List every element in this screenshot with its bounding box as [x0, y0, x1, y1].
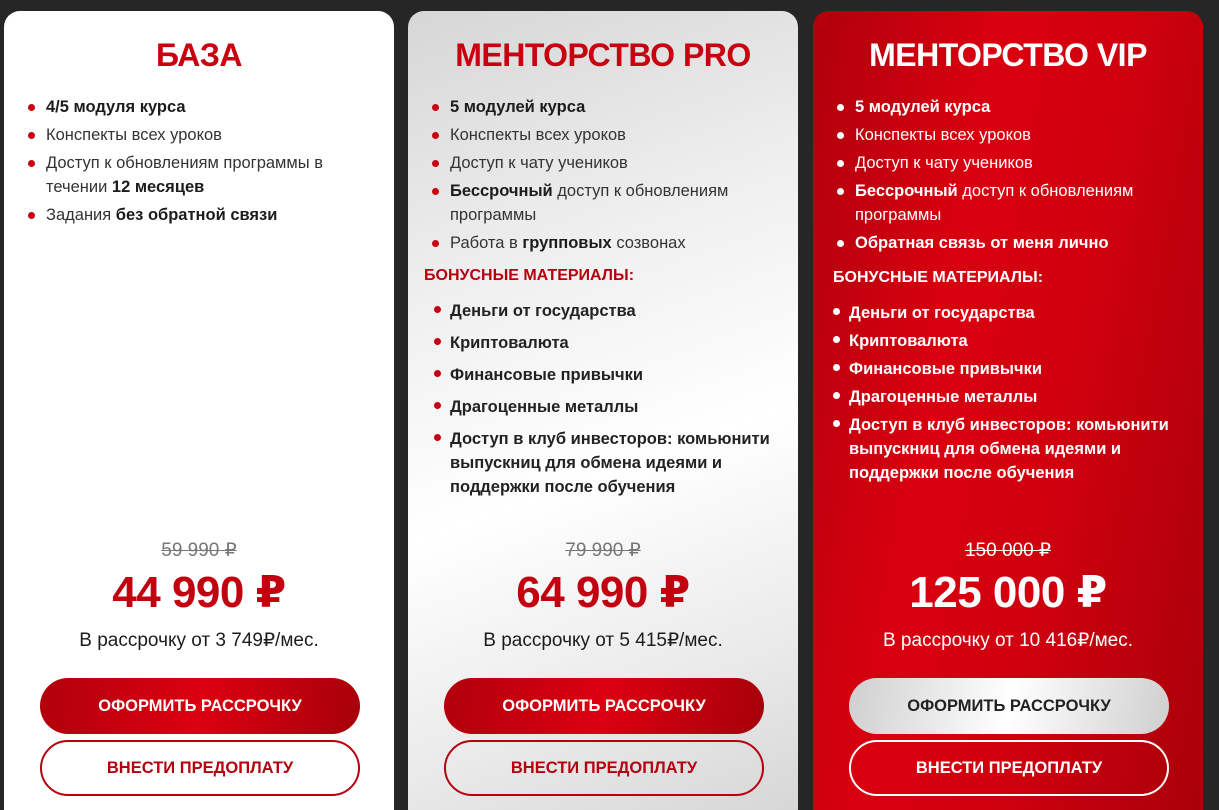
feature-item: Бессрочный доступ к обновлениям программы — [430, 179, 778, 227]
old-price: 59 990 ₽ — [161, 540, 237, 561]
bonus-list — [432, 299, 788, 507]
bonus-item: Доступ в клуб инвесторов: комьюнити выпускниц для обмена идеями и поддержки после обучения — [432, 427, 788, 499]
feature-item: Работа в групповых созвонах — [430, 231, 778, 255]
installment-text: В рассрочку от 3 749₽/мес. — [79, 630, 319, 651]
bonus-item: Драгоценные металлы — [831, 385, 1193, 409]
plan-card-base — [4, 11, 394, 810]
feature-item: Задания без обратной связи — [26, 203, 374, 227]
bonus-item: Финансовые привычки — [432, 363, 788, 387]
plan-title: МЕНТОРСТВО VIP — [869, 37, 1147, 73]
price: 64 990 ₽ — [516, 568, 690, 617]
installment-text: В рассрочку от 5 415₽/мес. — [483, 630, 723, 651]
feature-item: 5 модулей курса — [835, 95, 1183, 119]
feature-item: Конспекты всех уроков — [835, 123, 1183, 147]
feature-list — [26, 95, 374, 231]
bonus-item: Криптовалюта — [831, 329, 1193, 353]
old-price: 150 000 ₽ — [964, 540, 1052, 561]
installment-text: В рассрочку от 10 416₽/мес. — [882, 630, 1134, 651]
feature-item: Обратная связь от меня лично — [835, 231, 1183, 255]
feature-item: Бессрочный доступ к обновлениям программы — [835, 179, 1183, 227]
feature-list — [430, 95, 778, 259]
plan-card-pro — [408, 11, 798, 810]
plan-card-vip — [813, 11, 1203, 810]
old-price: 79 990 ₽ — [565, 540, 641, 561]
installment-button[interactable]: ОФОРМИТЬ РАССРОЧКУ — [444, 678, 764, 734]
feature-item: Доступ к обновлениям программы в течении 12 месяцев — [26, 151, 374, 199]
plan-title: МЕНТОРСТВО PRO — [455, 37, 751, 73]
feature-item: Конспекты всех уроков — [26, 123, 374, 147]
bonus-item: Доступ в клуб инвесторов: комьюнити выпускниц для обмена идеями и поддержки после обучения — [831, 413, 1193, 485]
price: 125 000 ₽ — [909, 568, 1107, 617]
installment-button[interactable]: ОФОРМИТЬ РАССРОЧКУ — [849, 678, 1169, 734]
price: 44 990 ₽ — [112, 568, 286, 617]
bonus-item: Деньги от государства — [432, 299, 788, 323]
feature-item: 4/5 модуля курса — [26, 95, 374, 119]
installment-button[interactable]: ОФОРМИТЬ РАССРОЧКУ — [40, 678, 360, 734]
bonus-title: БОНУСНЫЕ МАТЕРИАЛЫ: — [424, 267, 635, 284]
bonus-title: БОНУСНЫЕ МАТЕРИАЛЫ: — [833, 269, 1044, 286]
plan-title: БАЗА — [155, 37, 243, 73]
feature-item: Доступ к чату учеников — [835, 151, 1183, 175]
feature-list — [835, 95, 1183, 259]
prepay-button[interactable]: ВНЕСТИ ПРЕДОПЛАТУ — [40, 740, 360, 796]
feature-item: Доступ к чату учеников — [430, 151, 778, 175]
bonus-item: Драгоценные металлы — [432, 395, 788, 419]
prepay-button[interactable]: ВНЕСТИ ПРЕДОПЛАТУ — [849, 740, 1169, 796]
bonus-item: Деньги от государства — [831, 301, 1193, 325]
prepay-button[interactable]: ВНЕСТИ ПРЕДОПЛАТУ — [444, 740, 764, 796]
bonus-item: Финансовые привычки — [831, 357, 1193, 381]
bonus-item: Криптовалюта — [432, 331, 788, 355]
feature-item: 5 модулей курса — [430, 95, 778, 119]
bonus-list — [831, 301, 1193, 489]
feature-item: Конспекты всех уроков — [430, 123, 778, 147]
